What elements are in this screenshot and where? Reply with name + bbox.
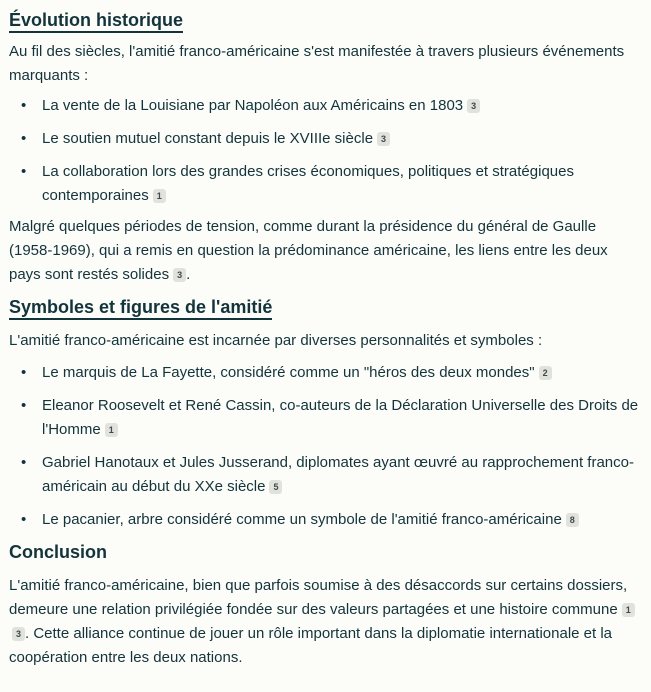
citation-badge[interactable]: 3 (173, 268, 186, 282)
citation-badge[interactable]: 5 (269, 480, 282, 494)
bullet-icon: • (21, 364, 27, 381)
bullet-icon: • (21, 130, 27, 147)
list-item-text: Le pacanier, arbre considéré comme un symbole de l'amitié franco-américaine (42, 511, 562, 528)
bullet-icon: • (21, 163, 27, 180)
list-item (9, 451, 641, 499)
list-item (9, 160, 641, 208)
list-item (9, 127, 641, 151)
list-item-text: Eleanor Roosevelt et René Cassin, co-auteurs de la Déclaration Universelle des Droits de l'Homme (42, 397, 639, 438)
evolution-outro-paragraph (9, 215, 641, 287)
list-item-text: La vente de la Louisiane par Napoléon aux Américains en 1803 (42, 97, 464, 114)
list-item-text: La collaboration lors des grandes crises économiques, politiques et stratégiques contemporaines (42, 163, 574, 204)
evolution-outro-text: Malgré quelques périodes de tension, comme durant la présidence du général de Gaulle (1958-1969), qui a remis en question la prédominance américaine, les liens entre les deux pays sont restés solides (9, 218, 608, 283)
list-item-text: Gabriel Hanotaux et Jules Jusserand, diplomates ayant œuvré au rapprochement franco-américain au début du XXe siècle (42, 454, 634, 495)
bullet-icon: • (21, 397, 27, 414)
list-item-text: Le marquis de La Fayette, considéré comme un "héros des deux mondes" (42, 364, 535, 381)
citation-badge[interactable]: 3 (467, 99, 480, 113)
list-item (9, 361, 641, 385)
list-item-text: Le soutien mutuel constant depuis le XVIIIe siècle (42, 130, 374, 147)
evolution-intro-paragraph: Au fil des siècles, l'amitié franco-américaine s'est manifestée à travers plusieurs événements marquants : (9, 43, 625, 84)
section-heading-symboles (9, 295, 641, 319)
bullet-icon: • (21, 511, 27, 528)
citation-badge[interactable]: 3 (12, 627, 25, 641)
list-item (9, 394, 641, 442)
citation-badge[interactable]: 2 (539, 366, 552, 380)
symboles-intro-paragraph: L'amitié franco-américaine est incarnée par diverses personnalités et symboles : (9, 332, 543, 349)
bullet-icon: • (21, 97, 27, 114)
bullet-icon: • (21, 454, 27, 471)
citation-badge[interactable]: 8 (566, 513, 579, 527)
symboles-list (9, 361, 641, 532)
citation-badge[interactable]: 1 (153, 189, 166, 203)
evolution-outro-end: . (186, 266, 191, 283)
citation-badge[interactable]: 1 (105, 423, 118, 437)
section-heading-conclusion-text: Conclusion (9, 542, 107, 562)
list-item (9, 508, 641, 532)
list-item (9, 94, 641, 118)
conclusion-paragraph (9, 574, 641, 670)
citation-badge[interactable]: 3 (377, 132, 390, 146)
section-heading-evolution (9, 8, 641, 32)
section-heading-conclusion (9, 540, 641, 564)
evolution-list (9, 94, 641, 208)
section-heading-evolution-text: Évolution historique (9, 10, 183, 33)
conclusion-text-before: L'amitié franco-américaine, bien que parfois soumise à des désaccords sur certains dossiers, demeure une relation privilégiée fondée sur des valeurs partagées et une histoire commune (9, 577, 628, 618)
citation-badge[interactable]: 1 (622, 603, 635, 617)
conclusion-text-after: . Cette alliance continue de jouer un rôle important dans la diplomatie internationale et la coopération entre les deux nations. (9, 625, 613, 666)
section-heading-symboles-text: Symboles et figures de l'amitié (9, 297, 272, 320)
